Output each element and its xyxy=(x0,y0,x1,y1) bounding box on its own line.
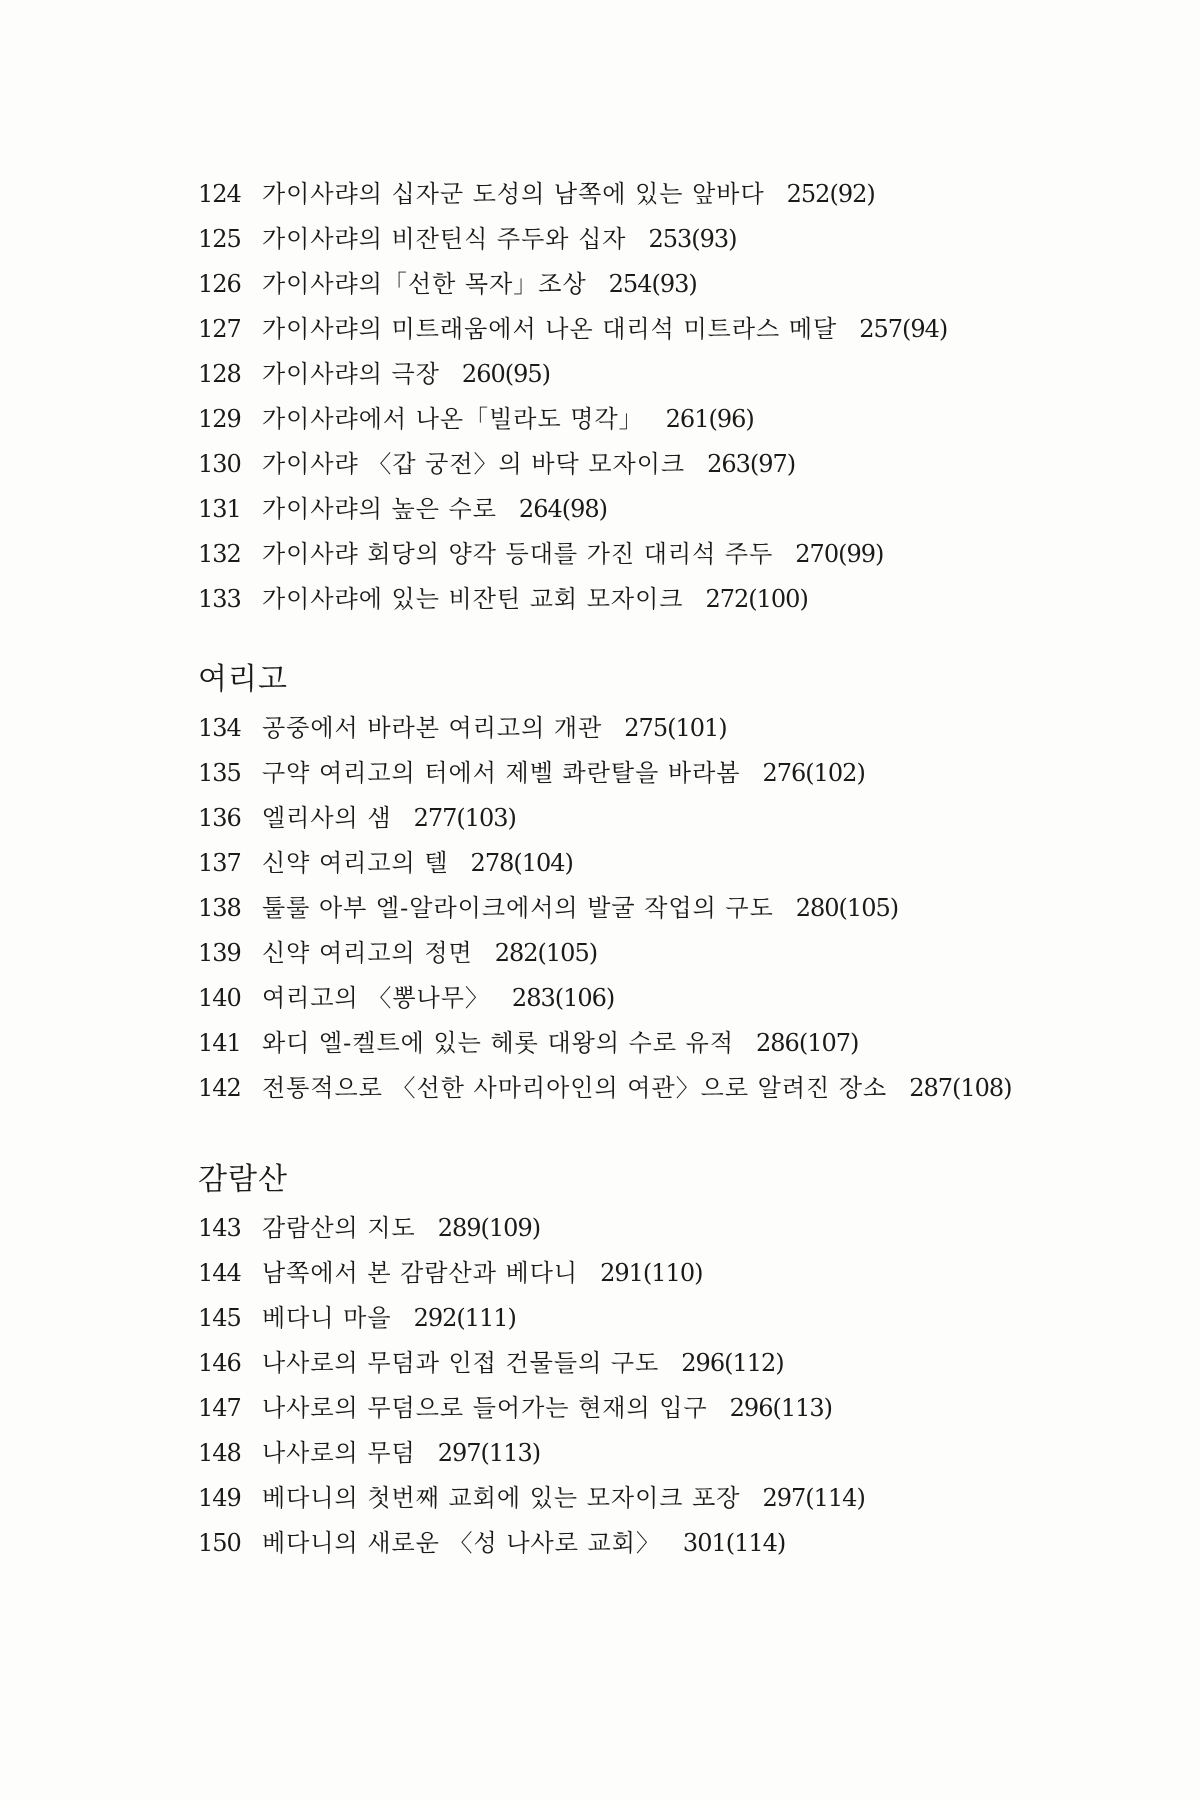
entry-page: 297(113) xyxy=(437,1439,541,1467)
entry-number: 137 xyxy=(198,849,241,877)
list-item xyxy=(198,886,1098,931)
list-item xyxy=(198,307,1098,352)
entry-number: 148 xyxy=(198,1439,241,1467)
entry-number: 143 xyxy=(198,1214,241,1242)
entry-number: 149 xyxy=(198,1484,241,1512)
entry-title: 구약 여리고의 터에서 제벨 콰란탈을 바라봄 xyxy=(262,759,741,787)
list-item xyxy=(198,1386,1098,1431)
entry-title: 가이사랴의 미트래움에서 나온 대리석 미트라스 메달 xyxy=(262,315,838,343)
entry-page: 275(101) xyxy=(624,714,727,742)
entry-page: 277(103) xyxy=(413,804,516,832)
entry-title: 베다니 마을 xyxy=(262,1304,392,1332)
section-caesarea xyxy=(198,172,1098,622)
entry-number: 145 xyxy=(198,1304,241,1332)
entry-number: 135 xyxy=(198,759,241,787)
entry-page: 254(93) xyxy=(608,270,697,298)
entry-page: 253(93) xyxy=(648,225,737,253)
entry-page: 260(95) xyxy=(461,360,550,388)
entry-page: 278(104) xyxy=(470,849,573,877)
entry-number: 139 xyxy=(198,939,241,967)
entry-page: 261(96) xyxy=(665,405,754,433)
entry-page: 282(105) xyxy=(494,939,598,967)
list-item xyxy=(198,706,1098,751)
entry-number: 140 xyxy=(198,984,241,1012)
list-item xyxy=(198,796,1098,841)
entry-page: 257(94) xyxy=(859,315,948,343)
section-mount-of-olives xyxy=(198,1160,1098,1566)
entry-page: 264(98) xyxy=(518,495,607,523)
entry-number: 130 xyxy=(198,450,241,478)
entry-title: 와디 엘-켈트에 있는 헤롯 대왕의 수로 유적 xyxy=(262,1029,735,1057)
entry-page: 301(114) xyxy=(682,1529,786,1557)
list-item xyxy=(198,1021,1098,1066)
entry-title: 베다니의 첫번째 교회에 있는 모자이크 포장 xyxy=(262,1484,741,1512)
entry-page: 276(102) xyxy=(762,759,865,787)
list-item xyxy=(198,1296,1098,1341)
list-item xyxy=(198,1476,1098,1521)
entry-title: 공중에서 바라본 여리고의 개관 xyxy=(262,714,603,742)
entry-title: 가이사랴 〈갑 궁전〉의 바닥 모자이크 xyxy=(262,450,686,478)
entry-title: 엘리사의 샘 xyxy=(262,804,392,832)
entry-number: 132 xyxy=(198,540,241,568)
entry-title: 가이사랴에서 나온「빌라도 명각」 xyxy=(262,405,644,433)
entry-list xyxy=(198,1206,1098,1566)
entry-title: 툴룰 아부 엘-알라이크에서의 발굴 작업의 구도 xyxy=(262,894,774,922)
entry-page: 287(108) xyxy=(909,1074,1012,1102)
entry-page: 252(92) xyxy=(786,180,875,208)
entry-page: 286(107) xyxy=(756,1029,859,1057)
entry-number: 125 xyxy=(198,225,241,253)
list-item xyxy=(198,577,1098,622)
list-item xyxy=(198,262,1098,307)
list-item xyxy=(198,1431,1098,1476)
entry-number: 144 xyxy=(198,1259,241,1287)
entry-page: 272(100) xyxy=(705,585,808,613)
entry-title: 가이사랴의 높은 수로 xyxy=(262,495,497,523)
entry-title: 나사로의 무덤으로 들어가는 현재의 입구 xyxy=(262,1394,708,1422)
section-heading: 여리고 xyxy=(198,662,288,697)
list-item xyxy=(198,172,1098,217)
entry-page: 263(97) xyxy=(707,450,796,478)
list-item xyxy=(198,931,1098,976)
list-item xyxy=(198,397,1098,442)
entry-number: 146 xyxy=(198,1349,241,1377)
entry-page: 283(106) xyxy=(511,984,615,1012)
entry-number: 127 xyxy=(198,315,241,343)
section-heading: 감람산 xyxy=(198,1162,288,1197)
list-item xyxy=(198,487,1098,532)
entry-list xyxy=(198,706,1098,1111)
entry-number: 131 xyxy=(198,495,241,523)
entry-number: 134 xyxy=(198,714,241,742)
list-item xyxy=(198,751,1098,796)
entry-title: 가이사랴의 비잔틴식 주두와 십자 xyxy=(262,225,627,253)
entry-list xyxy=(198,172,1098,622)
entry-title: 여리고의 〈뽕나무〉 xyxy=(262,984,490,1012)
list-item xyxy=(198,1066,1098,1111)
entry-number: 147 xyxy=(198,1394,241,1422)
entry-number: 124 xyxy=(198,180,241,208)
list-item xyxy=(198,1521,1098,1566)
entry-title: 신약 여리고의 텔 xyxy=(262,849,449,877)
entry-number: 133 xyxy=(198,585,241,613)
entry-title: 가이사랴의「선한 목자」조상 xyxy=(262,270,587,298)
entry-number: 141 xyxy=(198,1029,241,1057)
entry-number: 150 xyxy=(198,1529,241,1557)
entry-page: 289(109) xyxy=(437,1214,541,1242)
list-item xyxy=(198,1341,1098,1386)
list-item xyxy=(198,532,1098,577)
list-item xyxy=(198,217,1098,262)
entry-title: 베다니의 새로운 〈성 나사로 교회〉 xyxy=(262,1529,661,1557)
section-jericho xyxy=(198,660,1098,1111)
list-item xyxy=(198,442,1098,487)
entry-title: 나사로의 무덤 xyxy=(262,1439,416,1467)
entry-page: 296(113) xyxy=(729,1394,832,1422)
list-item xyxy=(198,1251,1098,1296)
entry-title: 가이사랴의 극장 xyxy=(262,360,440,388)
entry-page: 296(112) xyxy=(681,1349,784,1377)
entry-page: 297(114) xyxy=(762,1484,865,1512)
list-item xyxy=(198,1206,1098,1251)
entry-number: 138 xyxy=(198,894,241,922)
entry-title: 전통적으로 〈선한 사마리아인의 여관〉으로 알려진 장소 xyxy=(262,1074,888,1102)
list-item xyxy=(198,976,1098,1021)
entry-number: 136 xyxy=(198,804,241,832)
entry-title: 신약 여리고의 정면 xyxy=(262,939,473,967)
entry-title: 나사로의 무덤과 인접 건물들의 구도 xyxy=(262,1349,660,1377)
entry-page: 292(111) xyxy=(413,1304,516,1332)
entry-title: 가이사랴 회당의 양각 등대를 가진 대리석 주두 xyxy=(262,540,774,568)
entry-number: 128 xyxy=(198,360,241,388)
entry-number: 126 xyxy=(198,270,241,298)
entry-number: 129 xyxy=(198,405,241,433)
entry-title: 감람산의 지도 xyxy=(262,1214,416,1242)
entry-page: 291(110) xyxy=(600,1259,703,1287)
list-item xyxy=(198,352,1098,397)
list-item xyxy=(198,841,1098,886)
entry-page: 280(105) xyxy=(795,894,899,922)
entry-number: 142 xyxy=(198,1074,241,1102)
entry-title: 남쪽에서 본 감람산과 베다니 xyxy=(262,1259,579,1287)
entry-title: 가이사랴의 십자군 도성의 남쪽에 있는 앞바다 xyxy=(262,180,765,208)
entry-title: 가이사랴에 있는 비잔틴 교회 모자이크 xyxy=(262,585,684,613)
entry-page: 270(99) xyxy=(795,540,884,568)
